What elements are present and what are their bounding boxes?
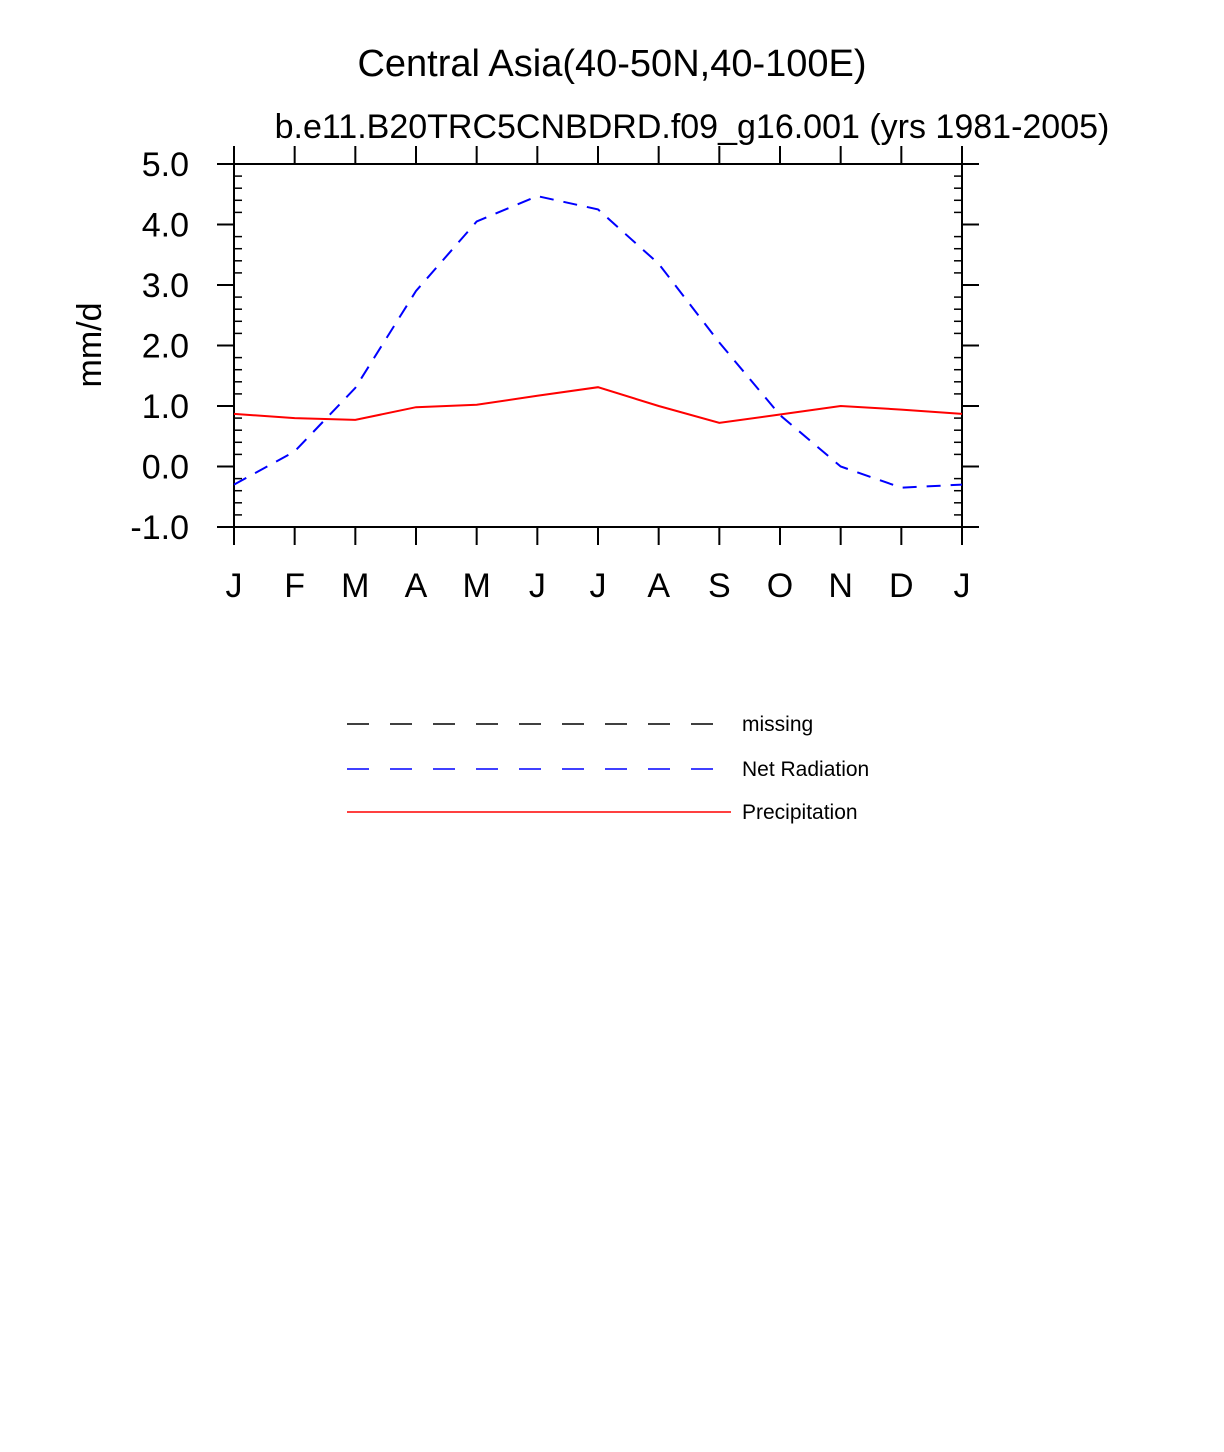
y-tick-label: 5.0: [141, 146, 189, 184]
plot-frame: [234, 164, 962, 527]
series-line-net-radiation: [234, 196, 962, 488]
y-tick-label: 2.0: [141, 327, 189, 366]
axes: [130, 146, 979, 605]
legend-label: Net Radiation: [742, 758, 870, 781]
x-tick-label: J: [528, 567, 546, 605]
x-tick-label: F: [284, 567, 306, 605]
x-tick-label: D: [889, 567, 914, 605]
legend-label: missing: [742, 713, 814, 736]
legend-label: Precipitation: [742, 801, 858, 824]
x-tick-label: M: [341, 567, 370, 605]
series-line-precipitation: [234, 387, 962, 423]
x-tick-label: S: [707, 567, 731, 605]
x-tick-label: J: [589, 567, 607, 605]
x-tick-label: J: [953, 567, 971, 605]
x-tick-label: A: [647, 567, 671, 605]
y-tick-label: 3.0: [141, 267, 189, 305]
chart-title: Central Asia(40-50N,40-100E): [357, 43, 867, 85]
y-tick-label: 4.0: [141, 206, 189, 245]
x-tick-label: N: [828, 567, 853, 605]
x-tick-label: O: [766, 567, 794, 605]
x-tick-label: J: [225, 567, 243, 605]
y-tick-label: 0.0: [141, 448, 189, 487]
y-tick-label: -1.0: [130, 509, 189, 547]
y-axis-label: mm/d: [71, 302, 109, 388]
x-tick-label: A: [404, 567, 428, 605]
series-lines: [234, 196, 962, 488]
x-tick-label: M: [462, 567, 491, 605]
chart-subtitle: b.e11.B20TRC5CNBDRD.f09_g16.001 (yrs 1981-2005): [274, 108, 1110, 146]
legend: [347, 713, 869, 824]
y-tick-label: 1.0: [141, 388, 189, 426]
